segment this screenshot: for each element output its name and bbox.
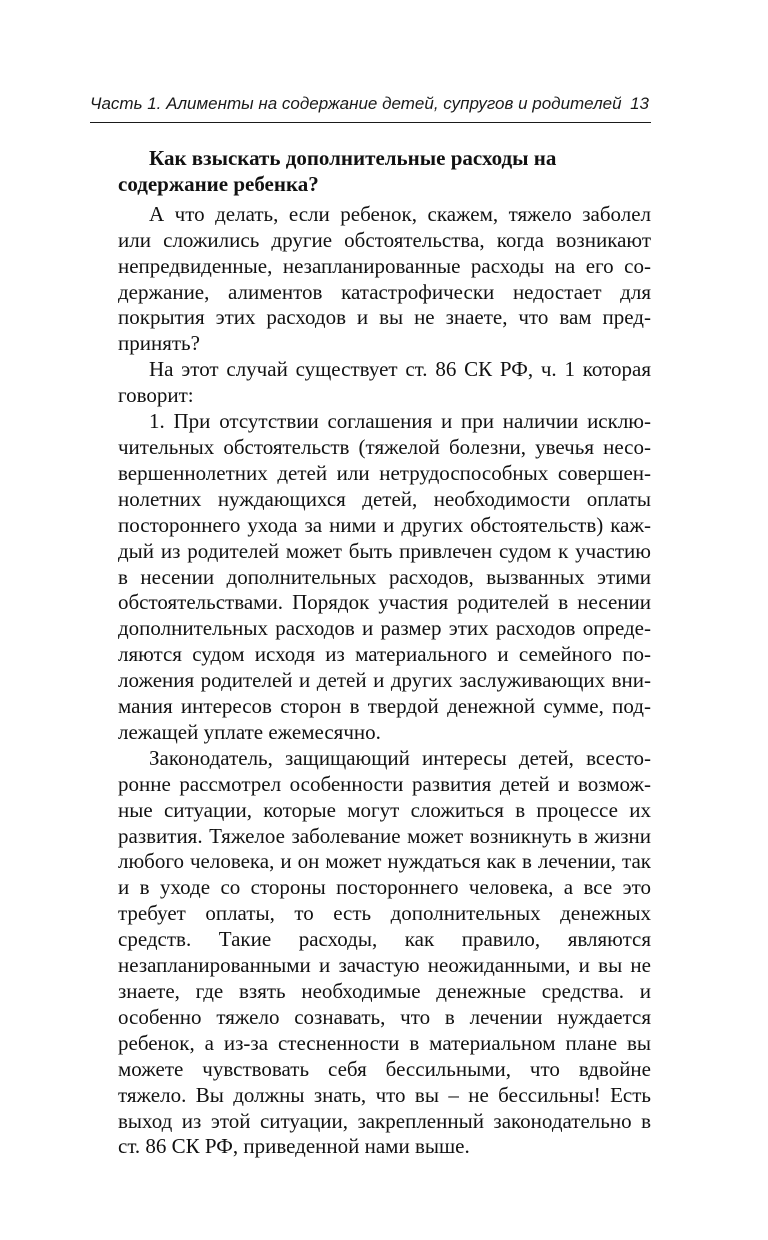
section-heading: Как взыскать дополнительные расходы на содержание ребенка?	[118, 146, 557, 196]
paragraph-law-quote: 1. При отсутствии соглашения и при наличии исключительных обстоятельств (тяжелой болезни, увечья несовершеннолетних детей или нетрудоспособных совершеннолетних нуждающихся детей, необходимости оплаты постороннего ухода за ними и других обстоятельств) каждый из родителей может быть привлечен судом к участию в несении дополнительных расходов, вызванных этими обстоятельствами. Порядок участия родителей в несении дополнительных расходов и размер этих расходов определяются судом исходя из материального и семейного положения родителей и детей и других заслуживающих внимания интересов сторон в твердой денежной сумме, подлежащей уплате ежемесячно.	[118, 409, 651, 744]
paragraph-law-reference: На этот случай существует ст. 86 СК РФ, ч. 1 которая говорит:	[118, 357, 651, 408]
page-body	[118, 146, 651, 1160]
running-head-title: Часть 1. Алименты на содержание детей, супругов и родителей	[90, 94, 622, 113]
page-number: 13	[630, 94, 649, 113]
paragraph-commentary: Законодатель, защищающий интересы детей, всесторонне рассмотрел особенности развития детей и возможные ситуации, которые могут сложиться в процессе их развития. Тяжелое заболевание может возникнуть в жизни любого человека, и он может нуждаться как в лечении, так и в уходе со стороны постороннего человека, а все это требует оплаты, то есть дополнительных денежных средств. Такие расходы, как правило, являются незапланированными и зачастую неожиданными, и вы не знаете, где взять необходимые денежные средства. и особенно тяжело сознавать, что в лечении нуждается ребенок, а из-за стесненности в материальном плане вы можете чувствовать себя бессильными, что вдвойне тяжело. Вы должны знать, что вы – не бессильны! Есть выход из этой ситуации, закрепленный законодательно в ст. 86 СК РФ, приведенной нами выше.	[118, 745, 651, 1159]
running-head	[90, 92, 651, 123]
paragraph-intro-question: А что делать, если ребенок, скажем, тяжело заболел или сложились другие обстоятельства, когда возникают непредвиденные, незапланированные расходы на его содержание, алиментов катастрофически недостает для покрытия этих расходов и вы не знаете, что вам предпринять?	[118, 201, 651, 356]
